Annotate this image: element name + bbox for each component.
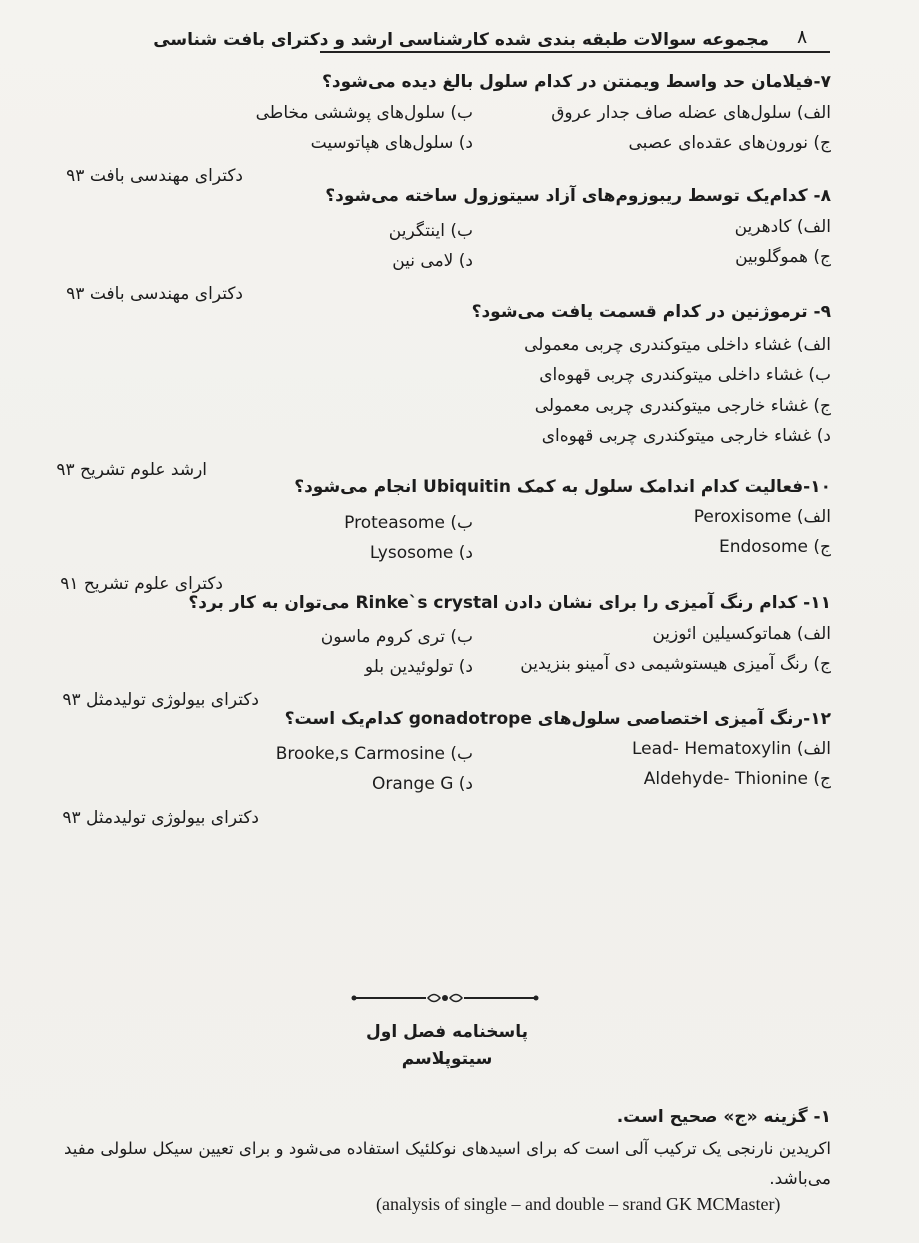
question-10-option-c: ج) Endosome xyxy=(719,537,831,557)
page-number: ۸ xyxy=(797,26,808,48)
answer-1-reference: (analysis of single – and double – srand GK MCMaster) xyxy=(376,1194,781,1214)
answer-1-line-2: می‌باشد. xyxy=(769,1169,831,1189)
question-11-title: ۱۱- کدام رنگ آمیزی را برای نشان دادن Rinke`s crystal می‌توان به کار برد؟ xyxy=(188,593,831,613)
question-12-option-b: ب) Brooke,s Carmosine xyxy=(275,744,473,764)
question-8-source: دکترای مهندسی بافت ۹۳ xyxy=(66,284,243,304)
question-11-option-a: الف) هماتوکسیلین ائوزین xyxy=(652,624,831,644)
question-8-title: ۸- کدام‌یک توسط ریبوزوم‌های آزاد سیتوزول ساخته می‌شود؟ xyxy=(325,186,831,206)
question-8-option-b: ب) اینتگرین xyxy=(388,221,473,241)
question-9-option-b: ب) غشاء داخلی میتوکندری چربی قهوه‌ای xyxy=(539,365,831,385)
question-11-option-d: د) تولوئیدین بلو xyxy=(364,657,473,677)
question-10-option-d: د) Lysosome xyxy=(369,543,473,563)
question-9-title: ۹- ترموژنین در کدام قسمت یافت می‌شود؟ xyxy=(471,302,831,322)
answer-1-heading: ۱- گزینه «ج» صحیح است. xyxy=(616,1107,831,1127)
ornament-divider xyxy=(350,989,540,1007)
question-10-title: ۱۰-فعالیت کدام اندامک سلول به کمک Ubiquitin انجام می‌شود؟ xyxy=(294,477,831,497)
question-9-option-d: د) غشاء خارجی میتوکندری چربی قهوه‌ای xyxy=(541,426,831,446)
answer-section-subtitle: سیتوپلاسم xyxy=(401,1049,493,1069)
question-9-source: ارشد علوم تشریح ۹۳ xyxy=(56,460,207,480)
question-10-option-a: الف) Peroxisome xyxy=(693,507,831,527)
question-12-option-c: ج) Aldehyde- Thionine xyxy=(643,769,831,789)
question-7-title: ۷-فیلامان حد واسط ویمنتن در کدام سلول بالغ دیده می‌شود؟ xyxy=(321,72,831,92)
question-9-option-a: الف) غشاء داخلی میتوکندری چربی معمولی xyxy=(524,335,831,355)
question-8-option-a: الف) کادهرین xyxy=(734,217,831,237)
question-7-option-b: ب) سلول‌های پوششی مخاطی xyxy=(255,103,473,123)
question-10-source: دکترای علوم تشریح ۹۱ xyxy=(60,574,223,594)
answer-section-title: پاسخنامه فصل اول xyxy=(366,1022,528,1042)
question-8-option-c: ج) هموگلوبین xyxy=(735,247,831,267)
question-7-source: دکترای مهندسی بافت ۹۳ xyxy=(66,166,243,186)
question-7-option-a: الف) سلول‌های عضله صاف جدار عروق xyxy=(551,103,831,123)
question-11-option-c: ج) رنگ آمیزی هیستوشیمی دی آمینو بنزیدین xyxy=(520,654,831,674)
header-rule xyxy=(320,51,830,53)
question-11-source: دکترای بیولوژی تولیدمثل ۹۳ xyxy=(62,690,259,710)
question-7-option-d: د) سلول‌های هپاتوسیت xyxy=(310,133,473,153)
running-header-title: مجموعه سوالات طبقه بندی شده کارشناسی ارشد و دکترای بافت شناسی xyxy=(153,30,769,50)
question-9-option-c: ج) غشاء خارجی میتوکندری چربی معمولی xyxy=(534,396,831,416)
question-8-option-d: د) لامی نین xyxy=(392,251,473,271)
question-12-option-d: د) Orange G xyxy=(372,774,473,794)
question-12-source: دکترای بیولوژی تولیدمثل ۹۳ xyxy=(62,808,259,828)
question-12-title: ۱۲-رنگ آمیزی اختصاصی سلول‌های gonadotrope کدام‌یک است؟ xyxy=(284,709,831,729)
question-7-option-c: ج) نورون‌های عقده‌ای عصبی xyxy=(628,133,831,153)
question-12-option-a: الف) Lead- Hematoxylin xyxy=(631,739,831,759)
question-11-option-b: ب) تری کروم ماسون xyxy=(320,627,473,647)
answer-1-line-1: اکریدین نارنجی یک ترکیب آلی است که برای اسیدهای نوکلئیک استفاده می‌شود و برای تعیین سیکل سلولی مفید xyxy=(64,1139,831,1158)
question-10-option-b: ب) Proteasome xyxy=(344,513,473,533)
